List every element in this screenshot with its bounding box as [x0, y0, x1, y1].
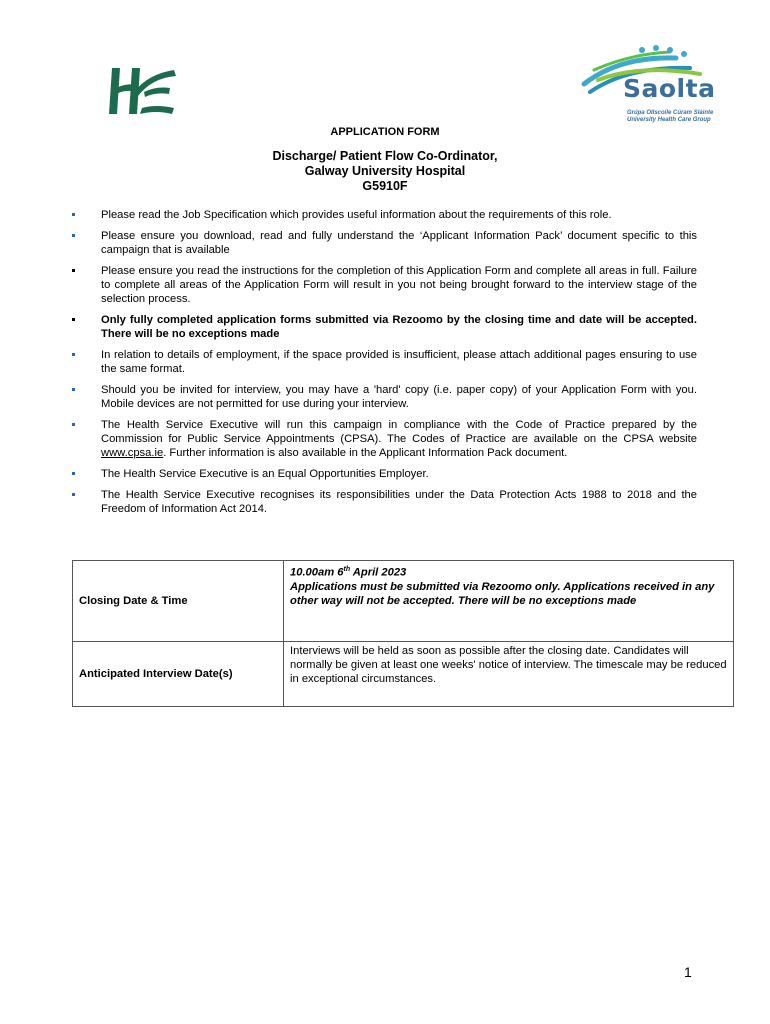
- saolta-logo-english: University Health Care Group: [627, 117, 711, 123]
- saolta-logo-irish: Grúpa Ollscoile Cúram Sláinte: [627, 110, 714, 116]
- list-item-text: Should you be invited for interview, you may have a 'hard' copy (i.e. paper copy) of your Application Form with you. Mobile devices are not permitted for use during your interview.: [101, 384, 697, 410]
- bullet-icon: [72, 234, 75, 237]
- closing-time: 10.00am 6: [290, 566, 344, 579]
- list-item-text-start: The Health Service Executive will run this campaign in compliance with the Code of Practice prepared by the Commission for Public Service Appointments (CPSA). The Codes of Practice are available on the CPSA website: [101, 419, 697, 445]
- bullet-icon: [72, 353, 75, 356]
- list-item: [72, 467, 697, 481]
- hse-logo-icon: [104, 62, 180, 120]
- list-item-text: The Health Service Executive is an Equal Opportunities Employer.: [101, 468, 429, 480]
- bullet-icon: [72, 472, 75, 475]
- list-item: [72, 418, 697, 460]
- form-title: APPLICATION FORM: [330, 126, 440, 138]
- list-item-text: Please ensure you read the instructions for the completion of this Application Form and complete all areas in full. Failure to complete all areas of the Application Form will result in you not being brought forward to the interview stage of the selection process.: [101, 265, 697, 305]
- table-row: [73, 642, 734, 707]
- job-title-line2: Galway University Hospital: [304, 164, 466, 178]
- bullet-icon: [72, 423, 75, 426]
- bullet-icon: [72, 213, 75, 216]
- saolta-logo-name: Saolta: [623, 74, 716, 103]
- bullet-icon: [72, 269, 75, 272]
- closing-date-value: [284, 561, 734, 642]
- list-item: [72, 383, 697, 411]
- job-code: G5910F: [362, 179, 408, 193]
- list-item: [72, 313, 697, 341]
- list-item-text: In relation to details of employment, if the space provided is insufficient, please attach additional pages ensuring to use the same format.: [101, 349, 697, 375]
- bullet-icon: [72, 318, 75, 321]
- bullet-icon: [72, 388, 75, 391]
- interview-date-label: Anticipated Interview Date(s): [73, 642, 284, 707]
- closing-date-suffix: th: [343, 566, 351, 573]
- table-row: [73, 561, 734, 642]
- closing-date-label: Closing Date & Time: [73, 561, 284, 642]
- interview-note: Interviews will be held as soon as possible after the closing date. Candidates will normally be given at least one weeks' notice of interview. The timescale may be reduced in exceptional circumstances.: [284, 642, 734, 707]
- list-item-text: The Health Service Executive recognises its responsibilities under the Data Protection Acts 1988 to 2018 and the Freedom of Information Act 2014.: [101, 489, 697, 515]
- instruction-list: [72, 208, 697, 523]
- closing-note: Applications must be submitted via Rezoomo only. Applications received in any other way will not be accepted. There will be no exceptions made: [290, 580, 715, 607]
- list-item-text: Please ensure you download, read and fully understand the ‘Applicant Information Pack’ document specific to this campaign that is available: [101, 230, 697, 256]
- job-title-block: [0, 149, 770, 194]
- job-title-line1: Discharge/ Patient Flow Co-Ordinator,: [272, 149, 498, 163]
- list-item-text: Please read the Job Specification which provides useful information about the requirements of this role.: [101, 209, 612, 221]
- dates-table: [72, 560, 734, 707]
- list-item-text: Only fully completed application forms submitted via Rezoomo by the closing time and date will be accepted. There will be no exceptions made: [101, 314, 697, 340]
- list-item: [72, 208, 697, 222]
- list-item: [72, 264, 697, 306]
- list-item: [72, 229, 697, 257]
- list-item: [72, 488, 697, 516]
- closing-date-rest: April 2023: [350, 566, 407, 579]
- page-number: 1: [684, 964, 692, 980]
- list-item-text-end: . Further information is also available in the Applicant Information Pack document.: [163, 447, 568, 459]
- cpsa-link[interactable]: www.cpsa.ie: [101, 447, 164, 459]
- bullet-icon: [72, 493, 75, 496]
- list-item: [72, 348, 697, 376]
